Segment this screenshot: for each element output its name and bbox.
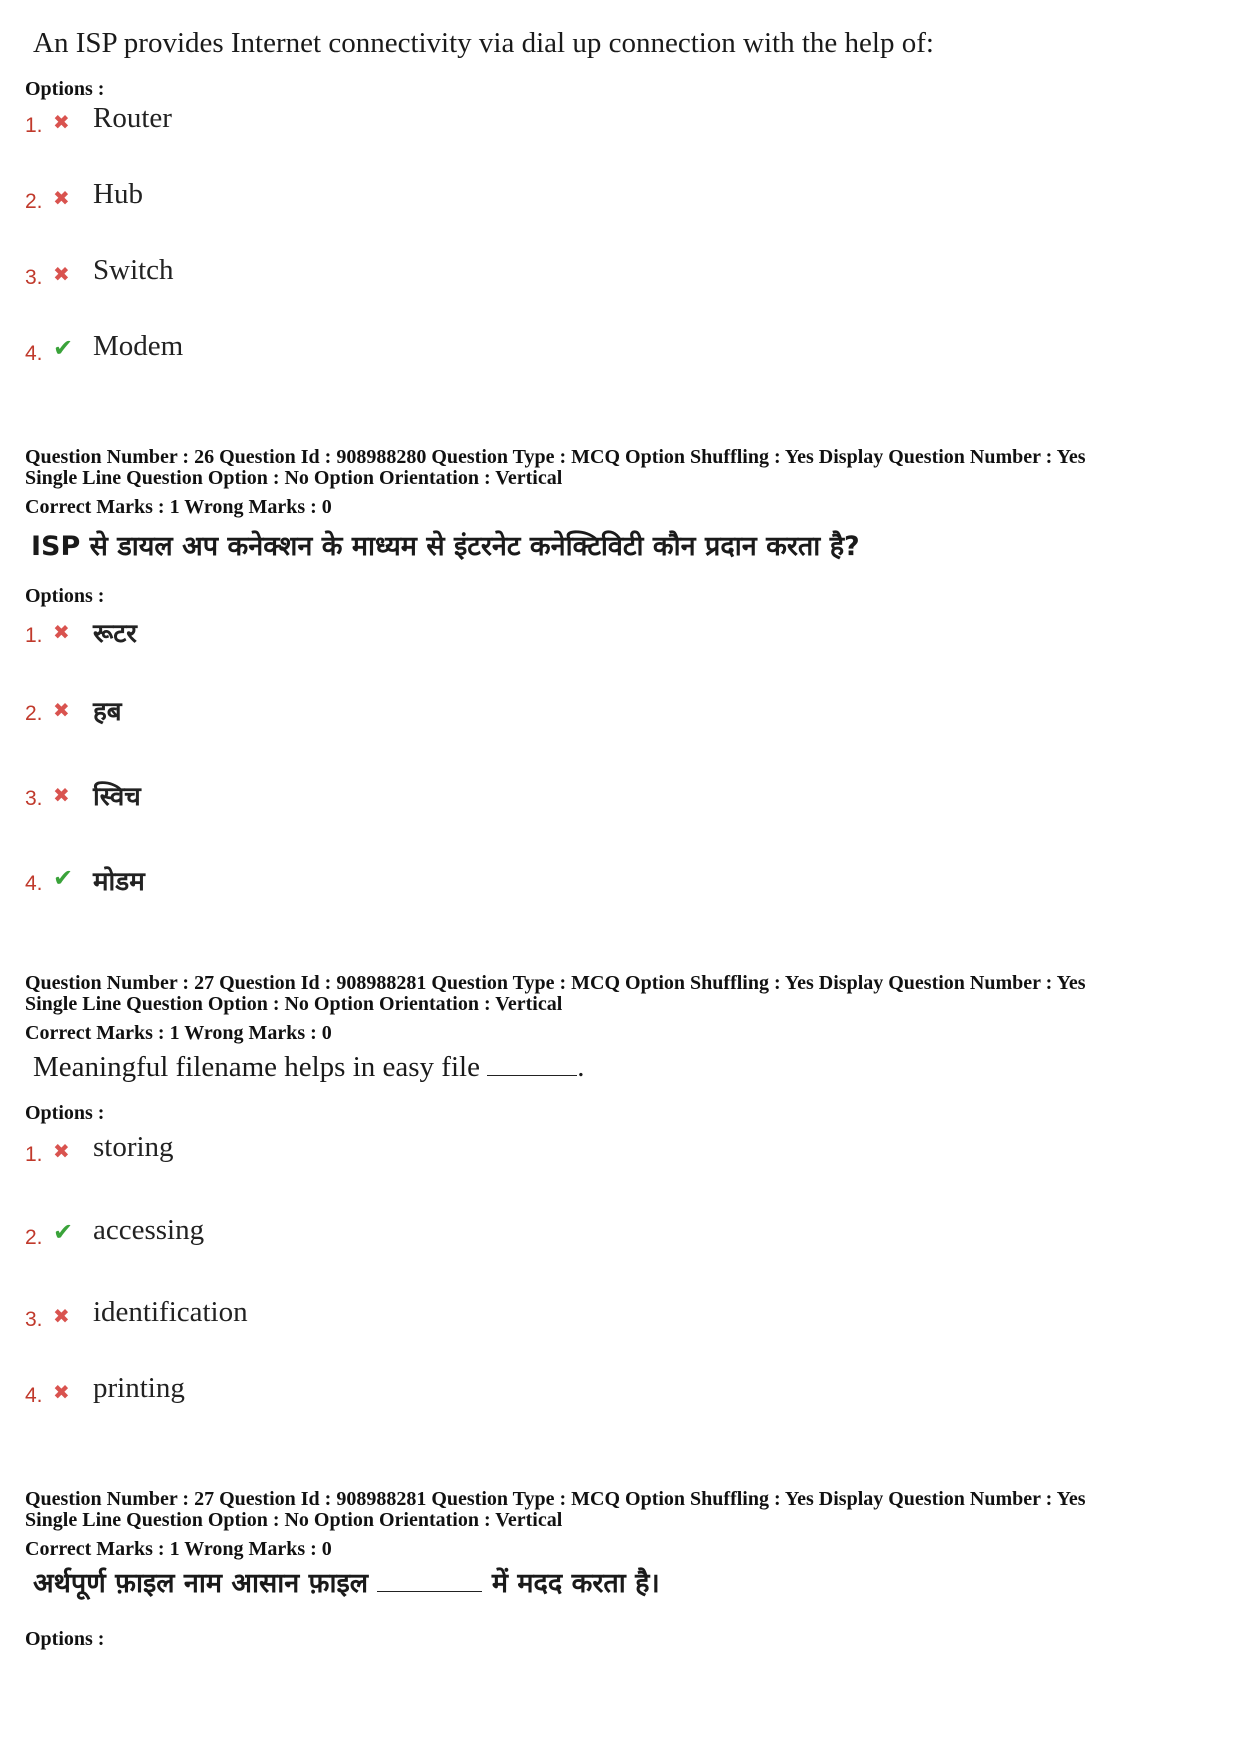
option-item xyxy=(25,1372,625,1412)
question-text xyxy=(33,1050,1215,1084)
question-27-meta xyxy=(25,973,1215,1044)
question-meta-line: Single Line Question Option : No Option Orientation : Vertical xyxy=(25,467,563,489)
question-text xyxy=(33,1567,1215,1601)
check-icon: ✔ xyxy=(53,1218,74,1246)
option-text: storing xyxy=(93,1131,174,1163)
option-item xyxy=(25,1131,625,1171)
question-marks: Correct Marks : 1 Wrong Marks : 0 xyxy=(25,1022,332,1044)
question-meta-line: Question Number : 26 Question Id : 908988280 Question Type : MCQ Option Shuffling : Yes Display Question Number : Yes xyxy=(25,446,1086,468)
option-text: रूटर xyxy=(93,619,137,649)
option-text: accessing xyxy=(93,1214,205,1246)
option-item xyxy=(25,102,625,142)
answer-blank xyxy=(377,1567,482,1592)
question-text: An ISP provides Internet connectivity via dial up connection with the help of: xyxy=(33,27,934,59)
cross-icon: ✖ xyxy=(53,1380,70,1404)
question-26-text xyxy=(25,530,1215,564)
cross-icon: ✖ xyxy=(53,110,70,134)
option-text: Switch xyxy=(93,254,174,286)
option-text: Modem xyxy=(93,330,184,362)
question-26-meta xyxy=(25,447,1215,518)
answer-blank xyxy=(487,1051,577,1076)
option-item xyxy=(25,330,625,370)
option-text: मोडम xyxy=(93,867,145,897)
question-meta-line: Single Line Question Option : No Option Orientation : Vertical xyxy=(25,1509,563,1531)
option-text: हब xyxy=(93,697,122,727)
option-number: 1. xyxy=(25,1143,43,1166)
option-text: printing xyxy=(93,1372,185,1404)
options-label: Options : xyxy=(25,1102,105,1124)
option-text: स्विच xyxy=(93,782,141,812)
option-item xyxy=(25,1214,625,1254)
option-item xyxy=(25,178,625,218)
option-item xyxy=(25,612,625,652)
option-item xyxy=(25,775,625,815)
cross-icon: ✖ xyxy=(53,698,70,722)
option-number: 2. xyxy=(25,1226,43,1249)
option-number: 3. xyxy=(25,266,43,289)
question-27-hindi-text xyxy=(25,1567,1215,1601)
cross-icon: ✖ xyxy=(53,186,70,210)
question-text: ISP से डायल अप कनेक्शन के माध्यम से इंटरनेट कनेक्टिविटी कौन प्रदान करता है? xyxy=(31,531,860,562)
option-number: 3. xyxy=(25,1308,43,1331)
option-number: 4. xyxy=(25,1384,43,1407)
question-meta-line: Question Number : 27 Question Id : 908988281 Question Type : MCQ Option Shuffling : Yes Display Question Number : Yes xyxy=(25,972,1086,994)
question-marks: Correct Marks : 1 Wrong Marks : 0 xyxy=(25,496,332,518)
option-number: 1. xyxy=(25,114,43,137)
options-label: Options : xyxy=(25,78,105,100)
option-number: 1. xyxy=(25,624,43,647)
cross-icon: ✖ xyxy=(53,1304,70,1328)
option-number: 2. xyxy=(25,190,43,213)
question-marks: Correct Marks : 1 Wrong Marks : 0 xyxy=(25,1538,332,1560)
question-meta-line: Question Number : 27 Question Id : 908988281 Question Type : MCQ Option Shuffling : Yes Display Question Number : Yes xyxy=(25,1488,1086,1510)
question-27-hindi-meta xyxy=(25,1489,1215,1560)
option-item xyxy=(25,860,625,900)
cross-icon: ✖ xyxy=(53,1139,70,1163)
option-number: 4. xyxy=(25,872,43,895)
question-text-before: Meaningful filename helps in easy file xyxy=(33,1051,480,1083)
cross-icon: ✖ xyxy=(53,262,70,286)
question-text-after: में मदद करता है। xyxy=(491,1568,660,1599)
cross-icon: ✖ xyxy=(53,620,70,644)
option-item xyxy=(25,1296,625,1336)
question-meta-line: Single Line Question Option : No Option Orientation : Vertical xyxy=(25,993,563,1015)
option-text: Hub xyxy=(93,178,143,210)
option-text: identification xyxy=(93,1296,248,1328)
cross-icon: ✖ xyxy=(53,783,70,807)
option-text: Router xyxy=(93,102,172,134)
check-icon: ✔ xyxy=(53,334,74,362)
question-27-text xyxy=(25,1050,1215,1084)
option-item xyxy=(25,254,625,294)
option-item xyxy=(25,690,625,730)
option-number: 4. xyxy=(25,342,43,365)
option-number: 2. xyxy=(25,702,43,725)
question-text-after: . xyxy=(577,1051,585,1083)
question-25-block xyxy=(25,26,1215,60)
question-text-before: अर्थपूर्ण फ़ाइल नाम आसान फ़ाइल xyxy=(33,1568,369,1599)
option-number: 3. xyxy=(25,787,43,810)
check-icon: ✔ xyxy=(53,864,74,892)
options-label: Options : xyxy=(25,585,105,607)
options-label: Options : xyxy=(25,1628,105,1650)
